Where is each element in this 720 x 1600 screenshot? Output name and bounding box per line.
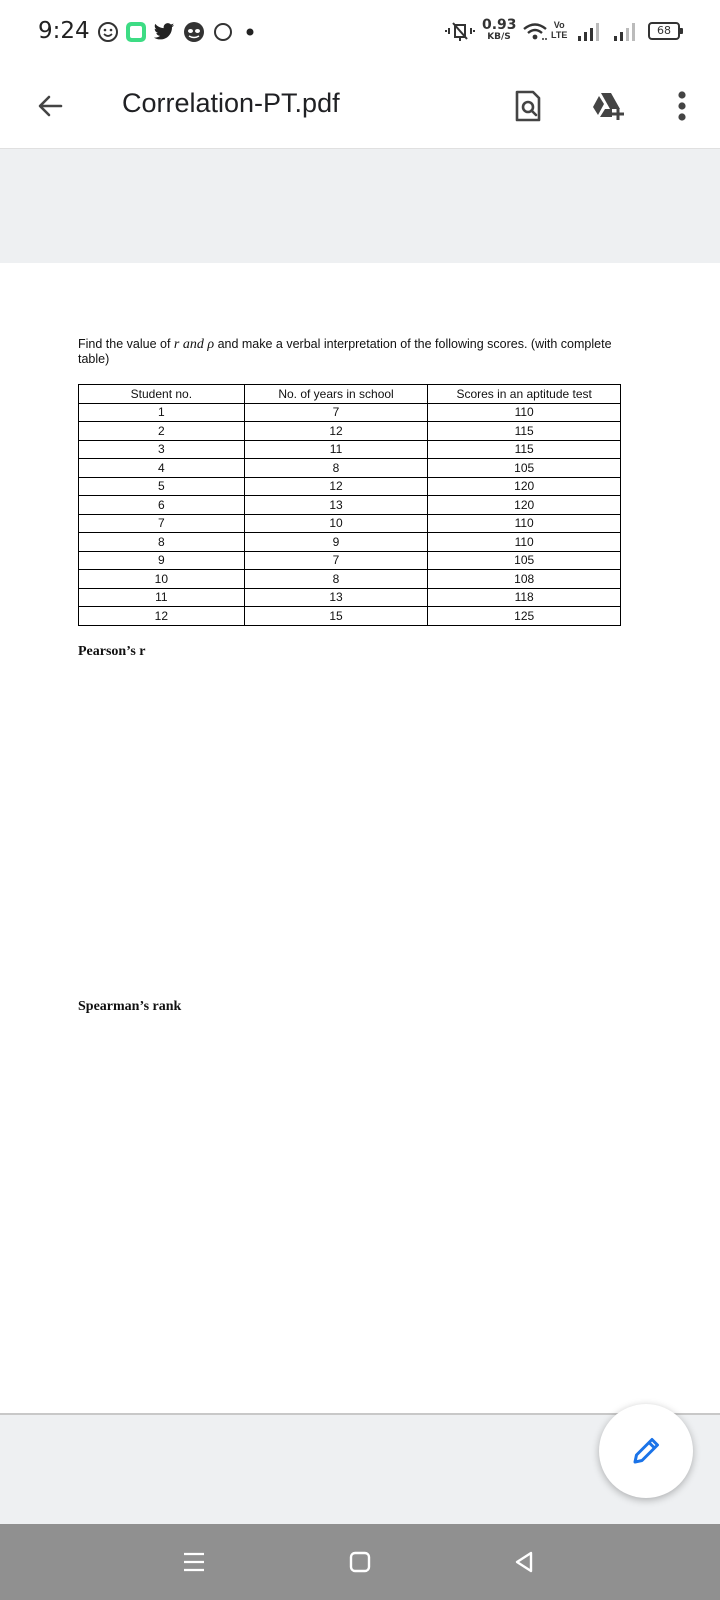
document-title: Correlation-PT.pdf	[122, 88, 340, 118]
volte-indicator: Vo LTE	[551, 20, 568, 40]
years-in-school: 7	[244, 403, 428, 422]
aptitude-score: 125	[428, 607, 621, 626]
wifi-icon	[521, 20, 549, 44]
arrow-back-icon	[36, 92, 64, 120]
twitter-icon	[152, 20, 176, 44]
edit-button[interactable]	[599, 1404, 693, 1498]
menu-icon	[182, 1551, 206, 1573]
aptitude-score: 120	[428, 496, 621, 515]
network-speed: 0.93 KB/S	[482, 17, 517, 42]
table-row	[79, 533, 621, 552]
years-in-school: 10	[244, 514, 428, 533]
status-time: 9:24	[38, 18, 90, 44]
instruction-text: Find the value of r and ρ and make a verbal interpretation of the following scores. (with complete table)	[78, 337, 612, 366]
years-in-school: 13	[244, 588, 428, 607]
spearman-heading: Spearman’s rank	[78, 999, 182, 1014]
pencil-icon	[629, 1434, 663, 1468]
aptitude-score: 105	[428, 551, 621, 570]
add-to-drive-icon	[590, 91, 626, 121]
search-in-document-icon	[513, 90, 543, 122]
table-header-row	[79, 385, 621, 404]
table-row	[79, 570, 621, 589]
add-to-drive-button[interactable]	[584, 82, 632, 130]
student-no: 7	[79, 514, 245, 533]
aptitude-score: 105	[428, 459, 621, 478]
years-in-school: 15	[244, 607, 428, 626]
years-in-school: 8	[244, 459, 428, 478]
table-row	[79, 551, 621, 570]
page-gap	[0, 148, 720, 263]
more-options-button[interactable]	[658, 82, 706, 130]
years-in-school: 12	[244, 422, 428, 441]
header-aptitude-score: Scores in an aptitude test	[428, 385, 621, 404]
circle-icon	[211, 20, 235, 44]
years-in-school: 11	[244, 440, 428, 459]
aptitude-score: 110	[428, 514, 621, 533]
mask-app-icon	[182, 20, 206, 44]
recents-button[interactable]	[172, 1542, 216, 1582]
student-no: 8	[79, 533, 245, 552]
student-no: 5	[79, 477, 245, 496]
vibrate-icon	[444, 20, 476, 44]
student-no: 10	[79, 570, 245, 589]
pdf-page[interactable]	[0, 263, 720, 1413]
aptitude-score: 115	[428, 422, 621, 441]
years-in-school: 12	[244, 477, 428, 496]
table-row	[79, 514, 621, 533]
aptitude-score: 110	[428, 533, 621, 552]
student-no: 11	[79, 588, 245, 607]
student-no: 3	[79, 440, 245, 459]
student-no: 1	[79, 403, 245, 422]
student-no: 6	[79, 496, 245, 515]
pearson-heading: Pearson’s r	[78, 644, 146, 659]
table-row	[79, 403, 621, 422]
aptitude-score: 110	[428, 403, 621, 422]
signal-icon-2	[612, 20, 644, 44]
aptitude-score: 118	[428, 588, 621, 607]
table-row	[79, 588, 621, 607]
student-no: 9	[79, 551, 245, 570]
home-icon	[348, 1550, 372, 1574]
student-no: 4	[79, 459, 245, 478]
table-row	[79, 496, 621, 515]
system-nav-bar	[0, 1524, 720, 1600]
table-row	[79, 440, 621, 459]
app-bar	[0, 64, 720, 148]
face-notification-icon	[96, 20, 120, 44]
scores-table	[78, 384, 621, 626]
signal-icon	[576, 20, 608, 44]
back-nav-button[interactable]	[502, 1542, 546, 1582]
header-student-no: Student no.	[79, 385, 245, 404]
dot-icon	[243, 20, 257, 44]
status-bar	[0, 0, 720, 64]
back-button[interactable]	[26, 82, 74, 130]
aptitude-score: 108	[428, 570, 621, 589]
aptitude-score: 115	[428, 440, 621, 459]
battery-indicator: 68	[648, 22, 680, 40]
aptitude-score: 120	[428, 477, 621, 496]
more-options-icon	[676, 90, 688, 122]
years-in-school: 9	[244, 533, 428, 552]
back-triangle-icon	[512, 1550, 536, 1574]
header-years-in-school: No. of years in school	[244, 385, 428, 404]
years-in-school: 8	[244, 570, 428, 589]
find-in-document-button[interactable]	[504, 82, 552, 130]
table-row	[79, 422, 621, 441]
home-button[interactable]	[338, 1542, 382, 1582]
student-no: 12	[79, 607, 245, 626]
app-notification-icon	[124, 20, 148, 44]
student-no: 2	[79, 422, 245, 441]
years-in-school: 13	[244, 496, 428, 515]
table-row	[79, 477, 621, 496]
table-row	[79, 607, 621, 626]
table-row	[79, 459, 621, 478]
years-in-school: 7	[244, 551, 428, 570]
